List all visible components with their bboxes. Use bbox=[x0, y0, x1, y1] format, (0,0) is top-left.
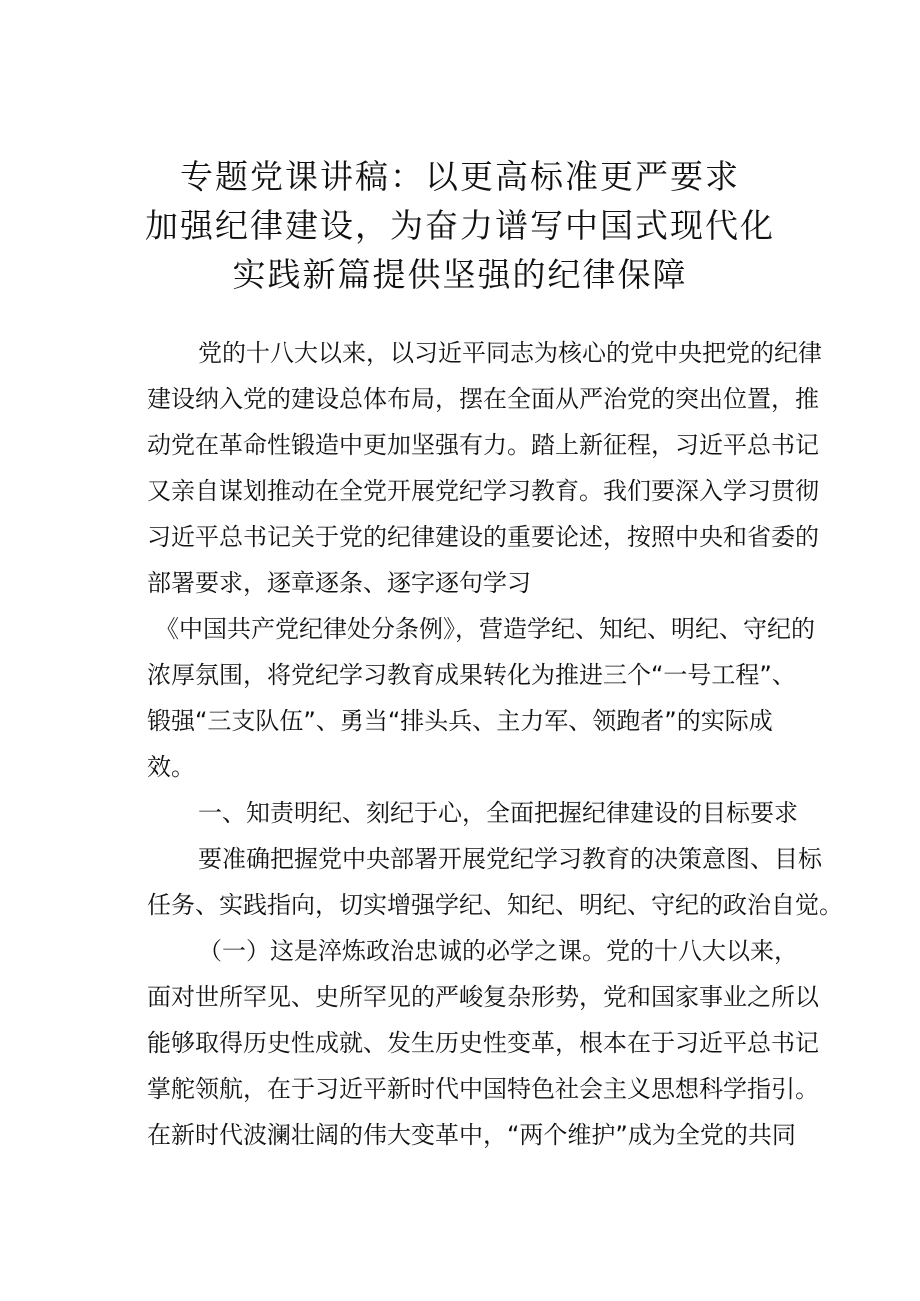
body-line: 效。 bbox=[147, 753, 195, 781]
document-body bbox=[147, 330, 843, 1158]
document-title bbox=[100, 152, 820, 299]
body-line: 在新时代波澜壮阔的伟大变革中，“两个维护”成为全党的共同 bbox=[147, 1121, 796, 1149]
body-line: 动党在革命性锻造中更加坚强有力。踏上新征程，习近平总书记 bbox=[147, 431, 819, 459]
body-line: 又亲自谋划推动在全党开展党纪学习教育。我们要深入学习贯彻 bbox=[147, 477, 819, 505]
subsection-line: （一）这是淬炼政治忠诚的必学之课。党的十八大以来， bbox=[198, 937, 798, 965]
body-line: 党的十八大以来，以习近平同志为核心的党中央把党的纪律 bbox=[198, 339, 822, 367]
body-line: 浓厚氛围，将党纪学习教育成果转化为推进三个“一号工程”、 bbox=[147, 661, 796, 689]
body-line: 锻强“三支队伍”、勇当“排头兵、主力军、领跑者”的实际成 bbox=[147, 707, 773, 735]
body-line: 要准确把握党中央部署开展党纪学习教育的决策意图、目标 bbox=[198, 845, 822, 873]
body-line: 任务、实践指向，切实增强学纪、知纪、明纪、守纪的政治自觉。 bbox=[147, 891, 843, 919]
body-line: 面对世所罕见、史所罕见的严峻复杂形势，党和国家事业之所以 bbox=[147, 983, 819, 1011]
body-line: 部署要求，逐章逐条、逐字逐句学习 bbox=[147, 569, 531, 597]
body-line: 建设纳入党的建设总体布局，摆在全面从严治党的突出位置，推 bbox=[147, 385, 819, 413]
title-line-3: 实践新篇提供坚强的纪律保障 bbox=[232, 255, 688, 294]
title-line-1: 专题党课讲稿：以更高标准更严要求 bbox=[180, 157, 740, 196]
title-line-2: 加强纪律建设，为奋力谱写中国式现代化 bbox=[145, 206, 775, 245]
body-line: 掌舵领航，在于习近平新时代中国特色社会主义思想科学指引。 bbox=[147, 1075, 819, 1103]
body-line: 《中国共产党纪律处分条例》，营造学纪、知纪、明纪、守纪的 bbox=[155, 615, 815, 643]
body-line: 习近平总书记关于党的纪律建设的重要论述，按照中央和省委的 bbox=[147, 523, 819, 551]
section-heading: 一、知责明纪、刻纪于心，全面把握纪律建设的目标要求 bbox=[198, 799, 798, 827]
body-line: 能够取得历史性成就、发生历史性变革，根本在于习近平总书记 bbox=[147, 1029, 819, 1057]
